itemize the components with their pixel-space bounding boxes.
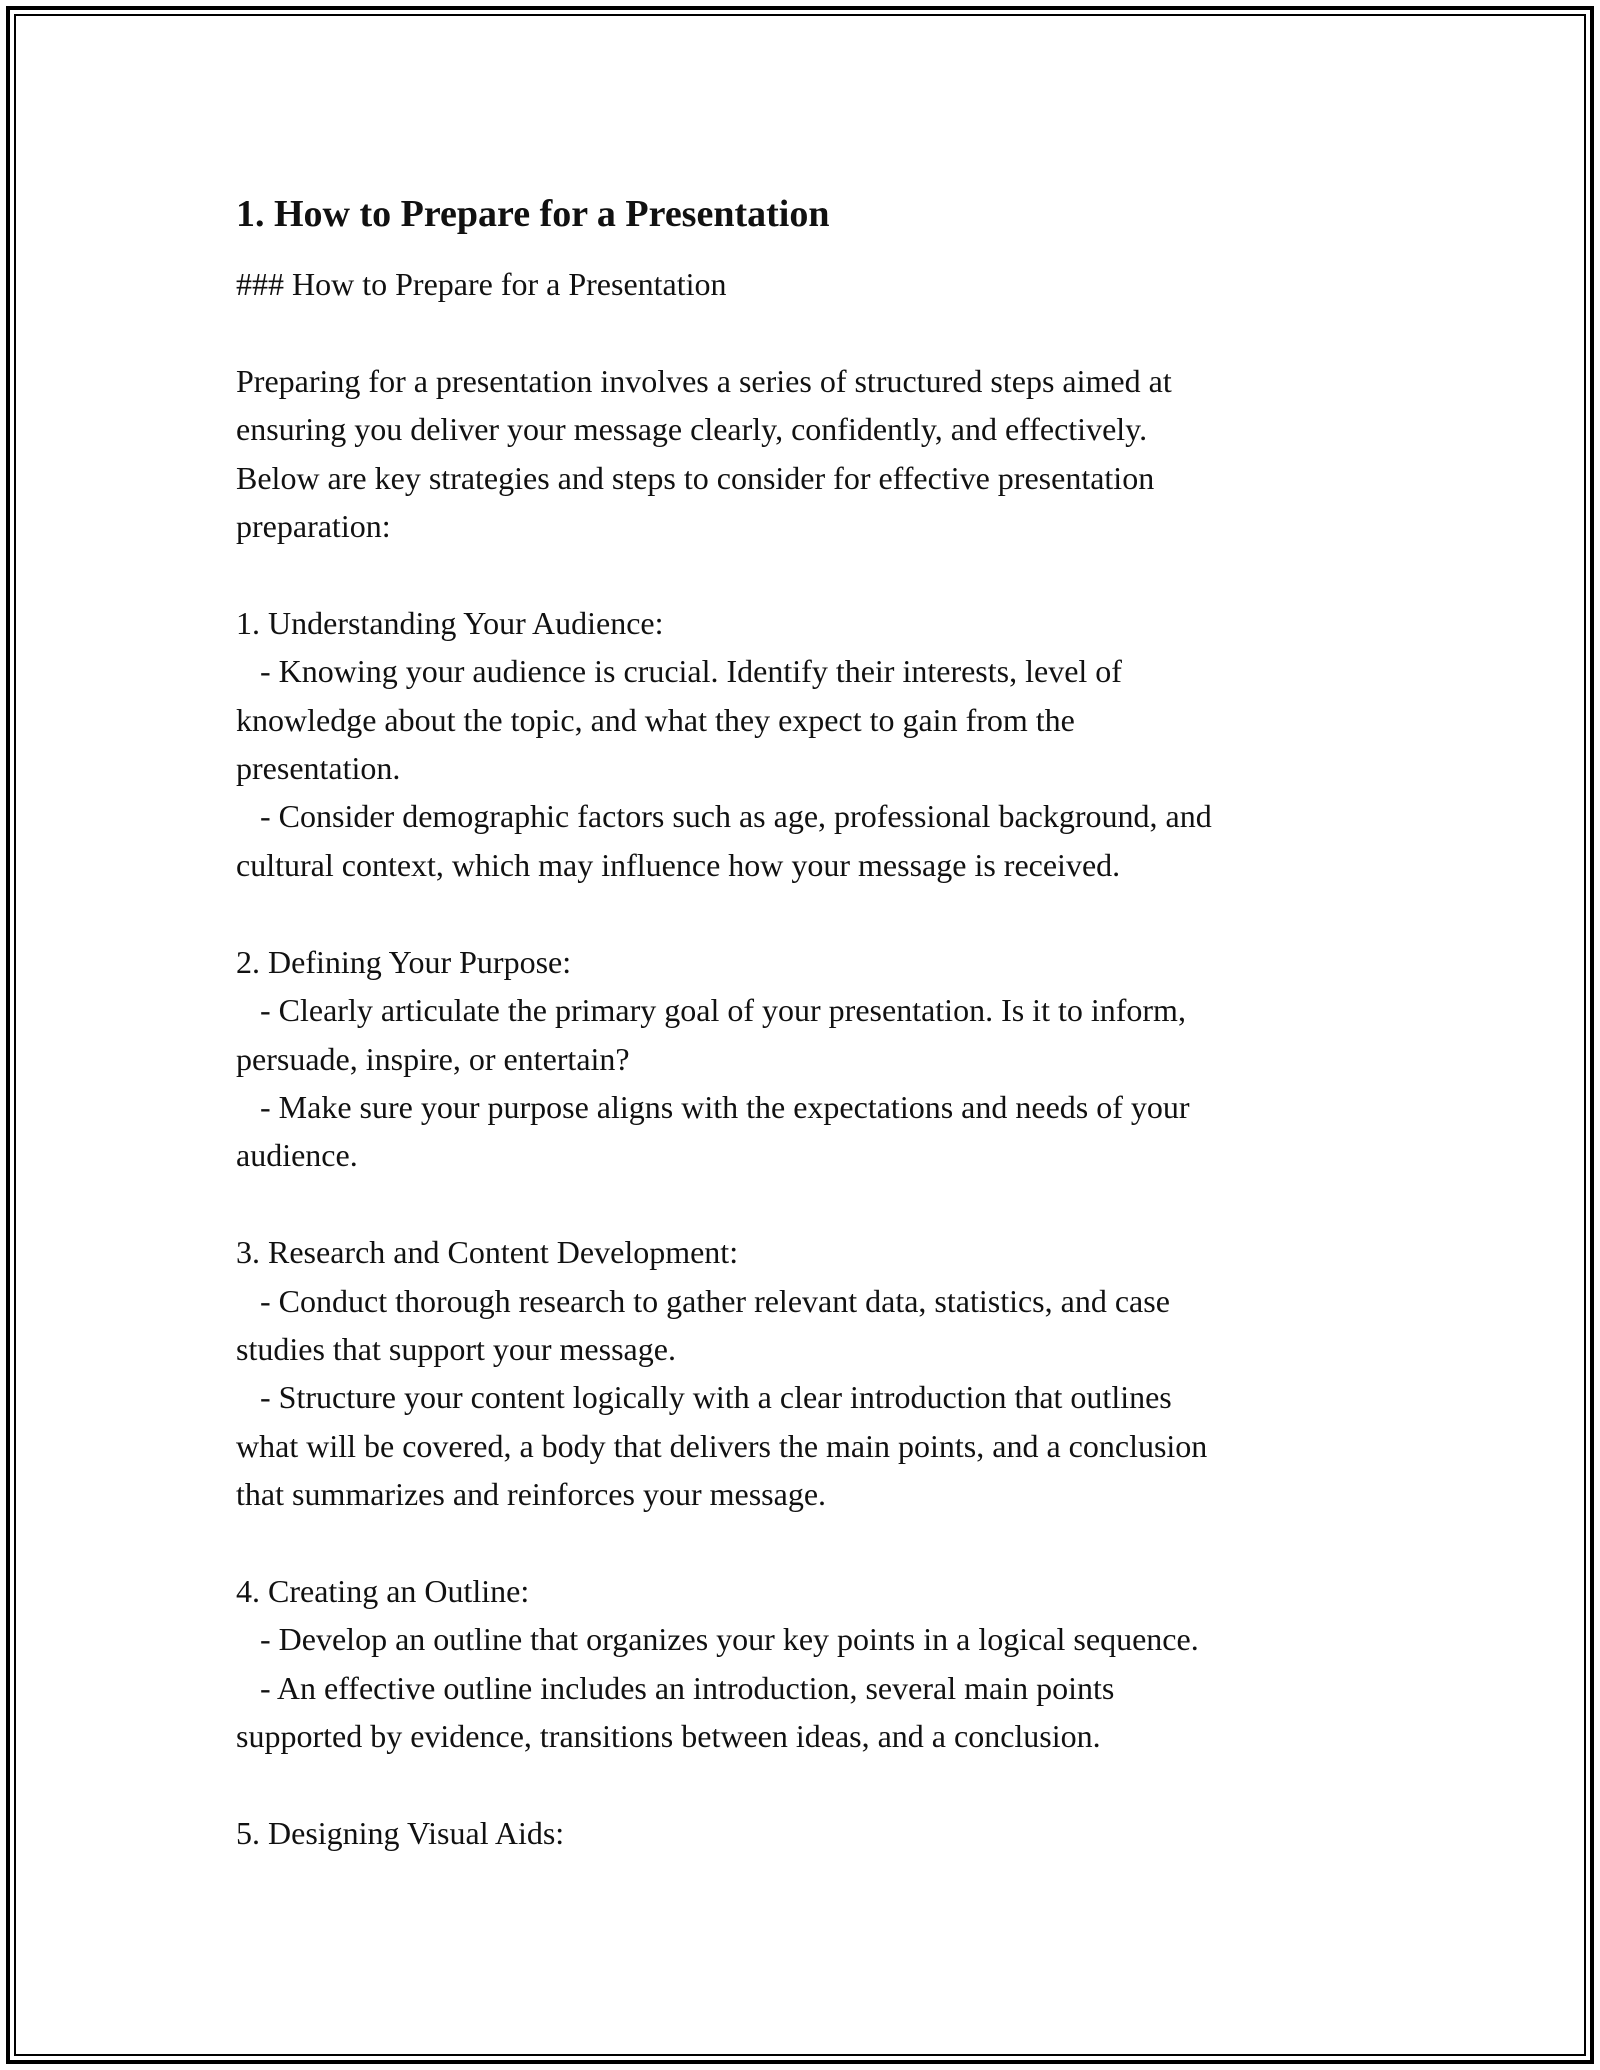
document-title: 1. How to Prepare for a Presentation <box>236 193 830 235</box>
document-content <box>236 186 1376 1857</box>
document-body: ### How to Prepare for a Presentation Preparing for a presentation involves a series of structured steps aimed at ensuring you deliver your message clearly, confidently, and effectively. Below are key strategies and steps to consider for effective presentation preparation: 1. Understanding Your Audience: - Knowing your audience is crucial. Identify their interests, level of knowledge about the topic, and what they expect to gain from the presentation. - Consider demographic factors such as age, professional background, and cultural context, which may influence how your message is received. 2. Defining Your Purpose: - Clearly articulate the primary goal of your presentation. Is it to inform, persuade, inspire, or entertain? - Make sure your purpose aligns with the expectations and needs of your audience. 3. Research and Content Development: - Conduct thorough research to gather relevant data, statistics, and case studies that support your message. - Structure your content logically with a clear introduction that outlines what will be covered, a body that delivers the main points, and a conclusion that summarizes and reinforces your message. 4. Creating an Outline: - Develop an outline that organizes your key points in a logical sequence. - An effective outline includes an introduction, several main points supported by evidence, transitions between ideas, and a conclusion. 5. Designing Visual Aids: <box>236 266 1212 1851</box>
